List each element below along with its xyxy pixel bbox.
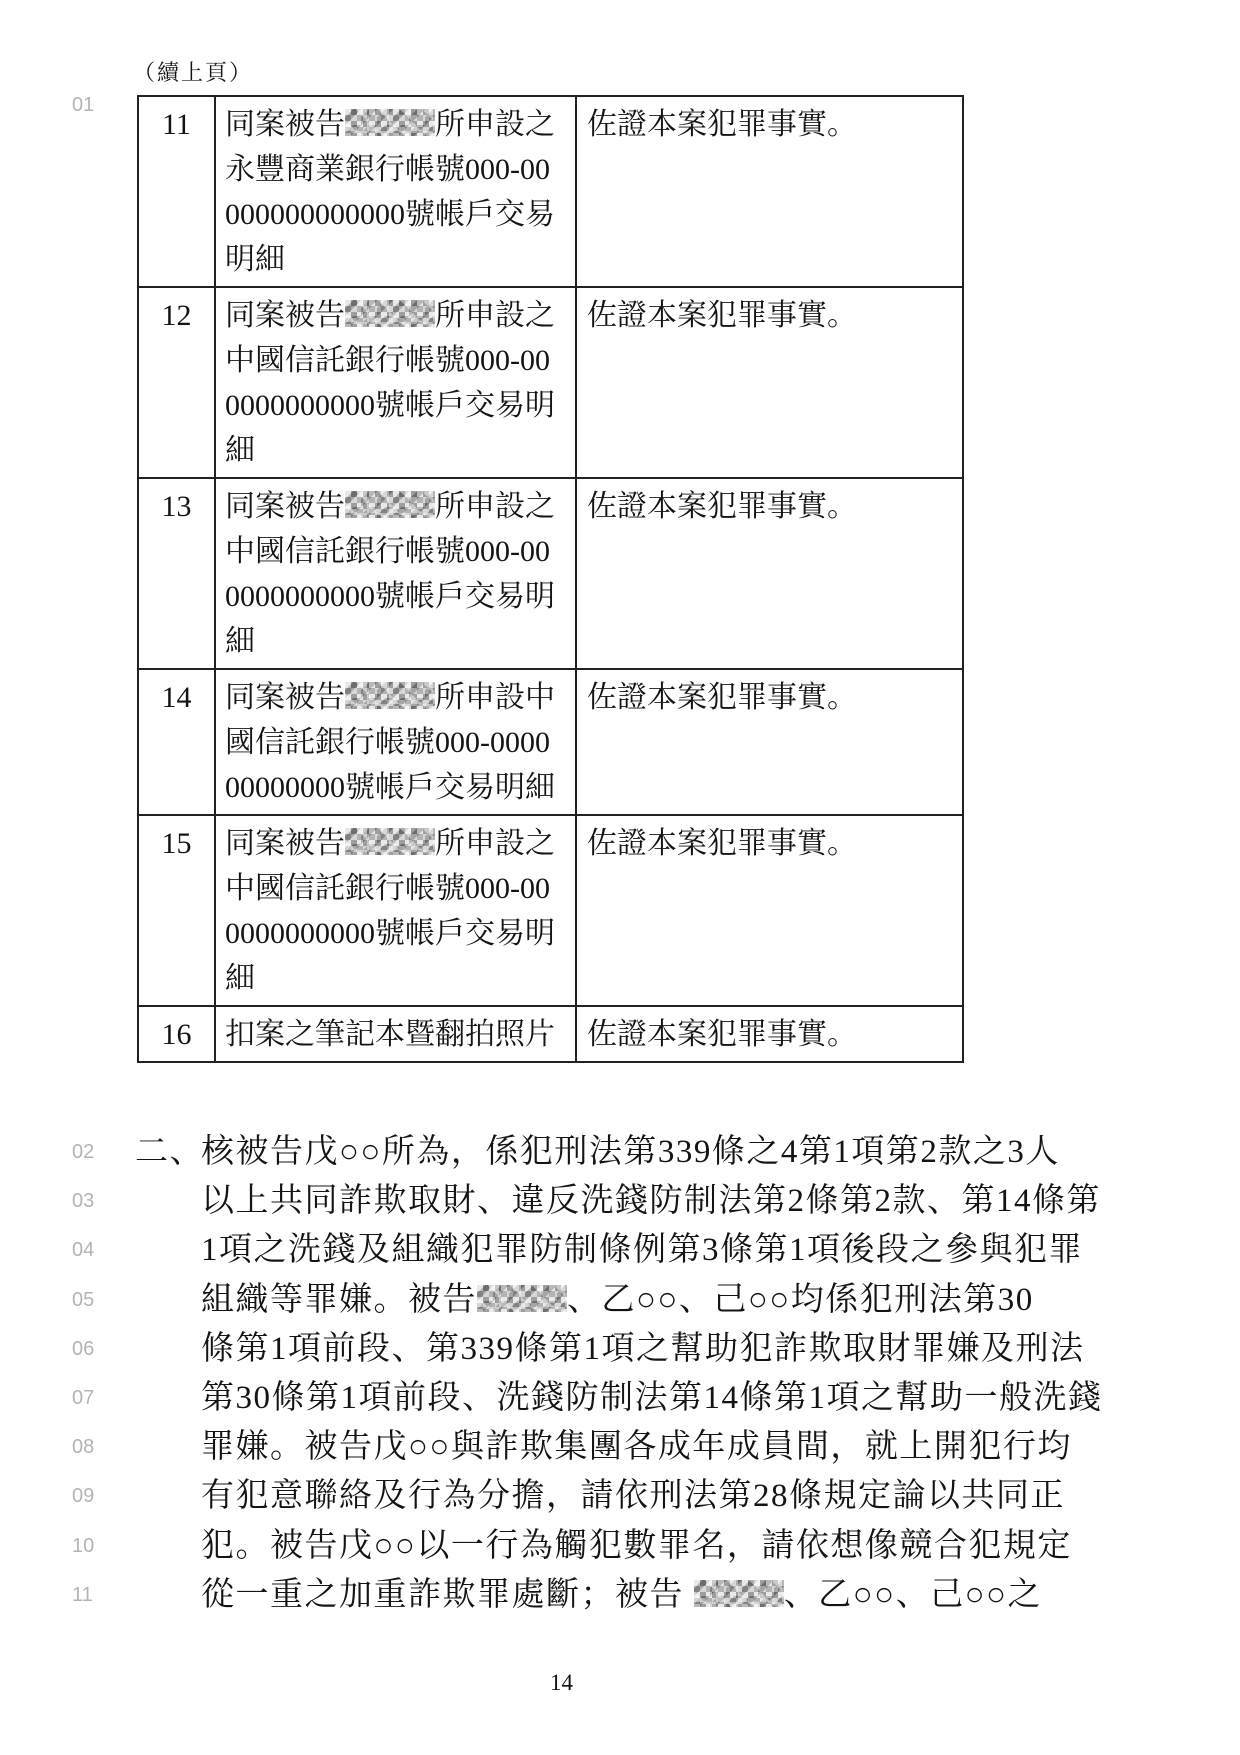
evidence-purpose-cell [576,815,963,1006]
continuation-note: （續上頁） [133,60,254,85]
line-number-gutter [72,1128,106,1620]
line-number: 10 [72,1534,95,1557]
paragraph-line: 第30條第1項前段、洗錢防制法第14條第1項之幫助一般洗錢 [201,1379,1103,1416]
evidence-purpose-cell [576,96,963,287]
evidence-description-line: 0000000000號帳戶交易明 [225,917,555,950]
evidence-description-line: 中國信託銀行帳號000-00 [225,344,550,377]
row-number-cell: 11 [138,96,215,287]
evidence-description-line: 中國信託銀行帳號000-00 [225,872,550,905]
evidence-description-cell [215,815,576,1006]
paragraph-lines [135,1128,1115,1620]
paragraph-line: 有犯意聯絡及行為分擔，請依刑法第28條規定論以共同正 [201,1478,1065,1515]
row-number-cell: 12 [138,287,215,478]
table-row [138,815,963,1006]
line-number: 06 [72,1337,95,1360]
line-number-01: 01 [72,94,95,116]
evidence-description-line: 明細 [225,243,285,276]
paragraph-marker: 二、 [135,1134,204,1170]
evidence-description-line: 000000000000號帳戶交易 [225,198,555,231]
row-number-cell: 13 [138,478,215,669]
line-number: 02 [72,1141,95,1163]
redacted-name [694,1580,784,1607]
evidence-purpose-cell [576,669,963,815]
evidence-description-line: 0000000000號帳戶交易明 [225,580,555,613]
redacted-name [345,682,435,709]
row-number-cell: 16 [138,1006,215,1062]
redacted-name [477,1285,567,1312]
evidence-description-cell [215,96,576,287]
paragraph-line: 從一重之加重詐欺罪處斷；被告 、乙○○、己○○之 [201,1576,1042,1613]
evidence-description-cell [215,287,576,478]
redacted-name [345,300,435,327]
evidence-purpose-text: 佐證本案犯罪事實。 [587,108,857,141]
redacted-name [345,109,435,136]
row-number-cell: 14 [138,669,215,815]
paragraph-line: 犯。被告戊○○以一行為觸犯數罪名，請依想像競合犯規定 [201,1527,1072,1564]
legal-paragraph [135,1128,1115,1620]
table-row [138,96,963,287]
line-number: 07 [72,1386,95,1409]
evidence-description-line: 中國信託銀行帳號000-00 [225,535,550,568]
line-number: 04 [72,1239,95,1262]
row-number-cell: 15 [138,815,215,1006]
paragraph-line: 核被告戊○○所為，係犯刑法第339條之4第1項第2款之3人 [201,1134,1060,1170]
evidence-description-line: 同案被告 所申設之 [225,108,555,141]
table-row [138,287,963,478]
redacted-name [345,491,435,518]
evidence-description-line: 永豐商業銀行帳號000-00 [225,153,550,186]
table-row [138,1006,963,1062]
line-number: 05 [72,1288,95,1311]
line-number: 08 [72,1436,95,1459]
table-row [138,669,963,815]
page-number: 14 [550,1670,573,1695]
paragraph-line: 以上共同詐欺取財、違反洗錢防制法第2條第2款、第14條第 [201,1183,1101,1220]
paragraph-line: 罪嫌。被告戊○○與詐欺集團各成年成員間，就上開犯行均 [201,1429,1072,1466]
evidence-description-line: 細 [225,625,255,658]
evidence-description-line: 同案被告 所申設之 [225,827,555,860]
line-number: 03 [72,1190,95,1213]
evidence-purpose-text: 佐證本案犯罪事實。 [587,827,857,860]
line-number: 09 [72,1485,95,1508]
evidence-description-line: 同案被告 所申設中 [225,681,555,714]
evidence-description-cell [215,1006,576,1062]
evidence-description-line: 細 [225,962,255,995]
evidence-table [137,95,964,1063]
evidence-purpose-text: 佐證本案犯罪事實。 [587,299,857,332]
evidence-purpose-text: 佐證本案犯罪事實。 [587,681,857,714]
evidence-description-line: 國信託銀行帳號000-0000 [225,726,550,759]
line-number: 11 [72,1583,93,1606]
redacted-name [345,828,435,855]
evidence-purpose-text: 佐證本案犯罪事實。 [587,1018,857,1051]
evidence-description-line: 扣案之筆記本暨翻拍照片 [225,1018,555,1051]
evidence-purpose-cell [576,1006,963,1062]
evidence-description-line: 00000000號帳戶交易明細 [225,771,555,804]
evidence-description-cell [215,478,576,669]
evidence-description-line: 細 [225,434,255,467]
paragraph-line: 組織等罪嫌。被告 、乙○○、己○○均係犯刑法第30 [201,1281,1034,1318]
evidence-purpose-text: 佐證本案犯罪事實。 [587,490,857,523]
table-row [138,478,963,669]
evidence-description-line: 同案被告 所申設之 [225,299,555,332]
evidence-description-cell [215,669,576,815]
paragraph-line: 條第1項前段、第339條第1項之幫助犯詐欺取財罪嫌及刑法 [201,1330,1085,1367]
evidence-purpose-cell [576,287,963,478]
evidence-purpose-cell [576,478,963,669]
evidence-description-line: 同案被告 所申設之 [225,490,555,523]
evidence-description-line: 0000000000號帳戶交易明 [225,389,555,422]
paragraph-line: 1項之洗錢及組織犯罪防制條例第3條第1項後段之參與犯罪 [201,1232,1083,1269]
